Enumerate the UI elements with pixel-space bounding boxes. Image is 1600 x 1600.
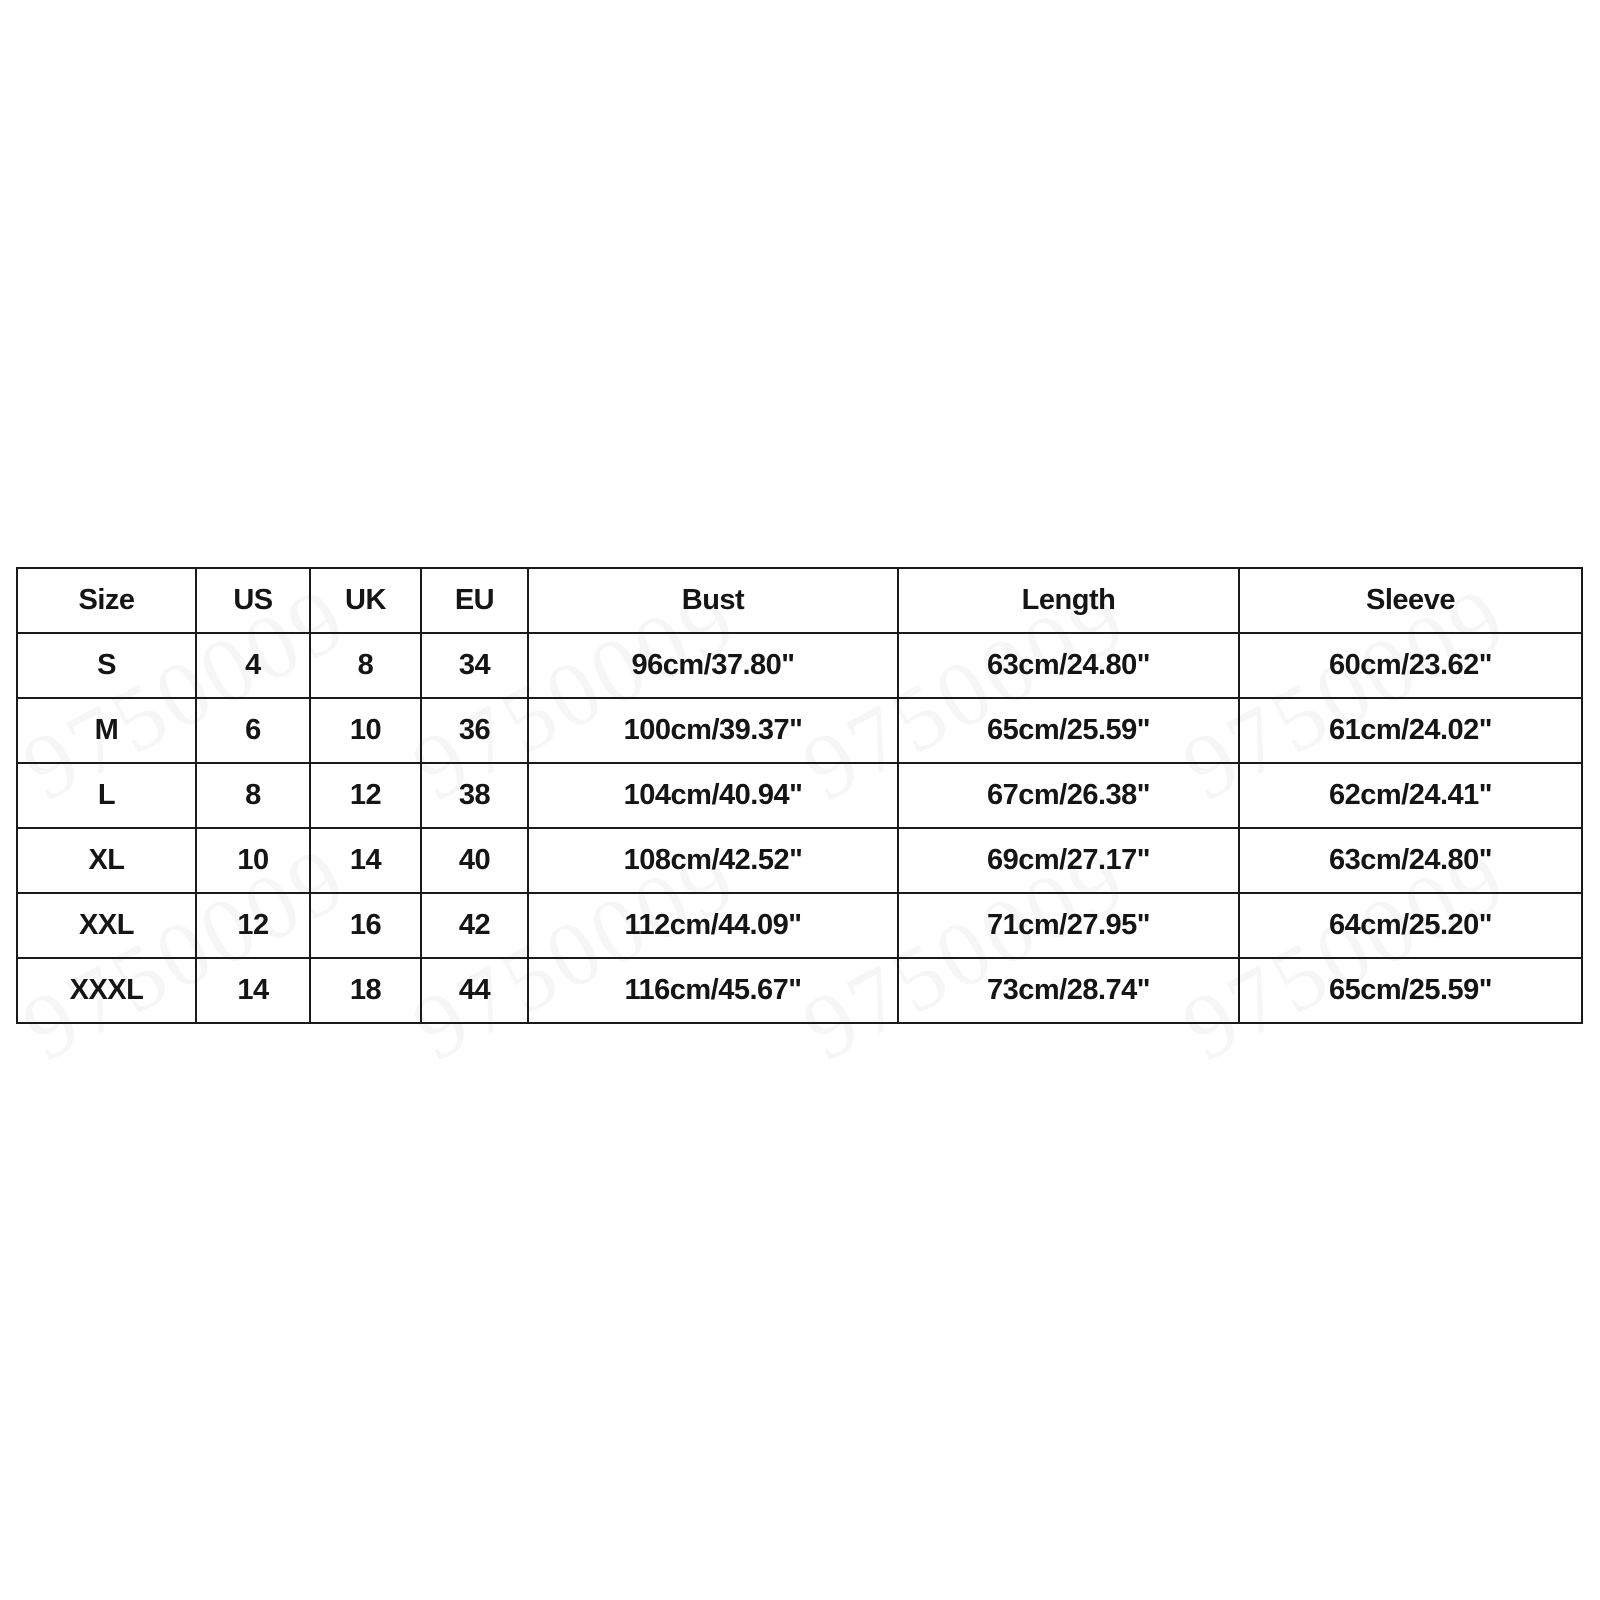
- cell-sleeve: 61cm/24.02": [1239, 698, 1582, 763]
- cell-eu: 40: [421, 828, 528, 893]
- cell-length: 69cm/27.17": [898, 828, 1239, 893]
- cell-length: 65cm/25.59": [898, 698, 1239, 763]
- cell-length: 71cm/27.95": [898, 893, 1239, 958]
- cell-size: S: [17, 633, 196, 698]
- cell-eu: 44: [421, 958, 528, 1023]
- cell-uk: 18: [310, 958, 421, 1023]
- cell-eu: 34: [421, 633, 528, 698]
- size-chart-table: [16, 567, 1583, 1024]
- table-row: [17, 958, 1582, 1023]
- cell-us: 10: [196, 828, 310, 893]
- cell-uk: 10: [310, 698, 421, 763]
- cell-bust: 112cm/44.09": [528, 893, 898, 958]
- cell-size: L: [17, 763, 196, 828]
- cell-sleeve: 62cm/24.41": [1239, 763, 1582, 828]
- cell-bust: 96cm/37.80": [528, 633, 898, 698]
- cell-bust: 104cm/40.94": [528, 763, 898, 828]
- cell-sleeve: 65cm/25.59": [1239, 958, 1582, 1023]
- cell-size: XL: [17, 828, 196, 893]
- cell-size: XXL: [17, 893, 196, 958]
- cell-length: 67cm/26.38": [898, 763, 1239, 828]
- header-sleeve: Sleeve: [1239, 568, 1582, 633]
- table-row: [17, 763, 1582, 828]
- cell-bust: 116cm/45.67": [528, 958, 898, 1023]
- table-row: [17, 893, 1582, 958]
- cell-sleeve: 60cm/23.62": [1239, 633, 1582, 698]
- cell-eu: 42: [421, 893, 528, 958]
- table-row: [17, 828, 1582, 893]
- header-uk: UK: [310, 568, 421, 633]
- table-header-row: [17, 568, 1582, 633]
- cell-sleeve: 63cm/24.80": [1239, 828, 1582, 893]
- header-us: US: [196, 568, 310, 633]
- cell-length: 73cm/28.74": [898, 958, 1239, 1023]
- header-size: Size: [17, 568, 196, 633]
- header-length: Length: [898, 568, 1239, 633]
- cell-bust: 108cm/42.52": [528, 828, 898, 893]
- cell-uk: 12: [310, 763, 421, 828]
- header-eu: EU: [421, 568, 528, 633]
- cell-length: 63cm/24.80": [898, 633, 1239, 698]
- header-bust: Bust: [528, 568, 898, 633]
- cell-us: 14: [196, 958, 310, 1023]
- cell-uk: 16: [310, 893, 421, 958]
- cell-uk: 14: [310, 828, 421, 893]
- table-row: [17, 633, 1582, 698]
- cell-size: M: [17, 698, 196, 763]
- cell-uk: 8: [310, 633, 421, 698]
- cell-us: 4: [196, 633, 310, 698]
- cell-us: 6: [196, 698, 310, 763]
- cell-sleeve: 64cm/25.20": [1239, 893, 1582, 958]
- cell-bust: 100cm/39.37": [528, 698, 898, 763]
- cell-eu: 38: [421, 763, 528, 828]
- cell-eu: 36: [421, 698, 528, 763]
- table-row: [17, 698, 1582, 763]
- cell-us: 8: [196, 763, 310, 828]
- cell-us: 12: [196, 893, 310, 958]
- cell-size: XXXL: [17, 958, 196, 1023]
